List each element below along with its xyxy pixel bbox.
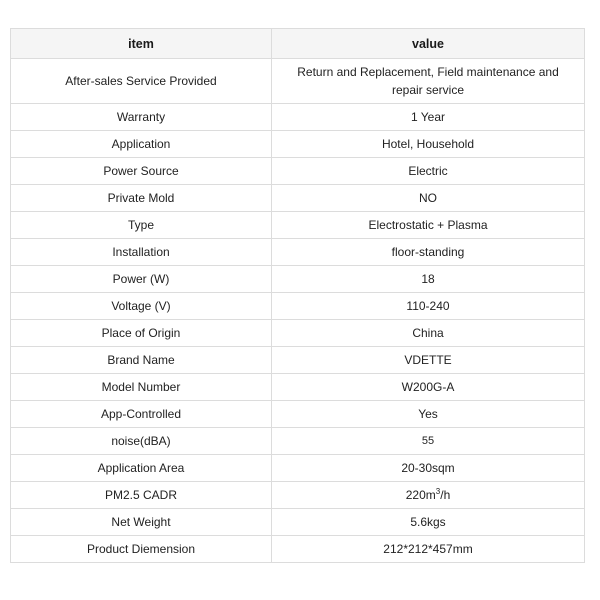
cell-item: Power (W) <box>11 266 272 293</box>
cell-item: Type <box>11 212 272 239</box>
table-row <box>11 455 585 482</box>
cell-item: Power Source <box>11 158 272 185</box>
table-row <box>11 131 585 158</box>
cell-value: 18 <box>272 266 585 293</box>
table-row <box>11 536 585 563</box>
cell-item: Place of Origin <box>11 320 272 347</box>
cadr-unit-suffix: /h <box>440 488 451 502</box>
cell-value: Hotel, Household <box>272 131 585 158</box>
cell-item: Application Area <box>11 455 272 482</box>
table-row <box>11 482 585 509</box>
cell-value: 110-240 <box>272 293 585 320</box>
spec-table <box>10 28 585 563</box>
column-header-value: value <box>272 29 585 59</box>
cell-item: Warranty <box>11 104 272 131</box>
cadr-superscript: 3 <box>435 487 441 496</box>
table-header-row <box>11 29 585 59</box>
cell-value: NO <box>272 185 585 212</box>
cell-value: China <box>272 320 585 347</box>
cell-item: App-Controlled <box>11 401 272 428</box>
cell-value: VDETTE <box>272 347 585 374</box>
table-row <box>11 509 585 536</box>
table-row <box>11 239 585 266</box>
cell-item: PM2.5 CADR <box>11 482 272 509</box>
cell-value: Electrostatic + Plasma <box>272 212 585 239</box>
cell-item: Installation <box>11 239 272 266</box>
cell-item: Product Diemension <box>11 536 272 563</box>
table-row <box>11 185 585 212</box>
table-row <box>11 158 585 185</box>
cell-item: Application <box>11 131 272 158</box>
table-row <box>11 59 585 104</box>
cell-item: Private Mold <box>11 185 272 212</box>
table-row <box>11 104 585 131</box>
table-row <box>11 374 585 401</box>
cell-item: noise(dBA) <box>11 428 272 455</box>
table-row <box>11 347 585 374</box>
cell-value: Yes <box>272 401 585 428</box>
cell-item: Net Weight <box>11 509 272 536</box>
cell-value: 55 <box>272 428 585 455</box>
table-row <box>11 428 585 455</box>
cell-value: 20-30sqm <box>272 455 585 482</box>
cell-value: W200G-A <box>272 374 585 401</box>
cadr-value: 220m <box>405 488 436 502</box>
column-header-item: item <box>11 29 272 59</box>
cell-value: 5.6kgs <box>272 509 585 536</box>
cell-value: Return and Replacement, Field maintenance and repair service <box>272 59 585 104</box>
cell-value <box>272 482 585 509</box>
table-row <box>11 293 585 320</box>
cell-value: Electric <box>272 158 585 185</box>
cell-item: Brand Name <box>11 347 272 374</box>
cell-value: floor-standing <box>272 239 585 266</box>
cell-item: Voltage (V) <box>11 293 272 320</box>
cell-value: 212*212*457mm <box>272 536 585 563</box>
cell-item: After-sales Service Provided <box>11 59 272 104</box>
cell-value: 1 Year <box>272 104 585 131</box>
table-row <box>11 320 585 347</box>
table-row <box>11 212 585 239</box>
cell-item: Model Number <box>11 374 272 401</box>
table-row <box>11 401 585 428</box>
table-row <box>11 266 585 293</box>
